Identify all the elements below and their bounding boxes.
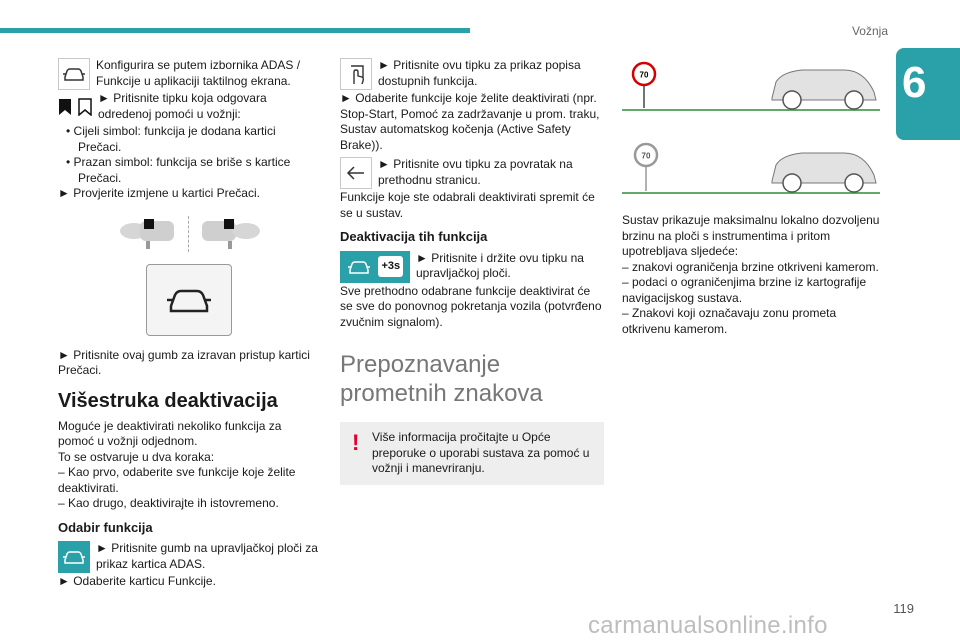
text-check-shortcuts: ► Provjerite izmjene u kartici Prečaci. bbox=[58, 186, 260, 200]
column-2 bbox=[340, 58, 604, 485]
text-hold-key: ► Pritisnite i držite ovu tipku na upravljačkoj ploči. bbox=[416, 250, 584, 280]
text-select-deactivate: ► Odaberite funkcije koje želite deaktivirati (npr. Stop-Start, Pomoć za zadržavanje u prom. traku, Sustav automatskog kočenja (Active Safety Brake)). bbox=[340, 91, 600, 152]
speed-sign-illustration-2 bbox=[622, 139, 880, 195]
text-multi-3: – Kao prvo, odaberite sve funkcije koje želite deaktivirati. bbox=[58, 465, 296, 495]
hold-3s-badge: +3s bbox=[378, 256, 403, 278]
text-zone-signs: – Znakovi koji označavaju zonu prometa otkrivenu kamerom. bbox=[622, 306, 837, 336]
shortcut-car-button[interactable] bbox=[146, 264, 232, 336]
bookmark-row bbox=[58, 91, 320, 123]
top-accent-bar bbox=[0, 28, 470, 33]
heading-select-functions: Odabir funkcija bbox=[58, 519, 153, 535]
watermark: carmanualsonline.info bbox=[588, 612, 828, 639]
hold-row bbox=[340, 251, 604, 283]
column-3 bbox=[622, 58, 884, 337]
text-select-tab: ► Odaberite karticu Funkcije. bbox=[58, 574, 216, 588]
speed-sign-illustration bbox=[622, 58, 880, 112]
bookmark-filled-icon bbox=[58, 98, 72, 116]
chapter-tab bbox=[896, 48, 960, 140]
car-outline-icon bbox=[347, 259, 371, 275]
text-back: ► Pritisnite ovu tipku za povratak na prethodnu stranicu. bbox=[378, 157, 573, 187]
text-direct-access: ► Pritisnite ovaj gumb za izravan pristup kartici Prečaci. bbox=[58, 347, 310, 377]
heading-sign-recognition: Prepoznavanje prometnih znakova bbox=[340, 351, 543, 407]
text-deactivated-until: Sve prethodno odabrane funkcije deaktivirat će se sve do ponovnog pokretanja vozila (potvrđeno zvučnim signalom). bbox=[340, 283, 602, 329]
steering-illustration bbox=[58, 216, 320, 252]
info-note bbox=[340, 422, 604, 485]
back-arrow-icon bbox=[340, 157, 372, 189]
touch-hand-icon bbox=[340, 58, 372, 90]
chapter-number: 6 bbox=[902, 58, 927, 107]
text-multi-2: To se ostvaruje u dva koraka: bbox=[58, 449, 215, 464]
page-number: 119 bbox=[893, 601, 914, 616]
text-system-shows: Sustav prikazuje maksimalnu lokalno dozvoljenu brzinu na ploči s instrumentima i pritom upotrebljava sljedeće: bbox=[622, 213, 880, 258]
text-adas-config: Konfigurira se putem izbornika ADAS / Funkcije u aplikaciji taktilnog ekrana. bbox=[96, 58, 301, 88]
text-list-functions: ► Pritisnite ovu tipku za prikaz popisa dostupnih funkcija. bbox=[378, 58, 581, 88]
hold-button-icons bbox=[340, 251, 410, 283]
adas-panel-row bbox=[58, 541, 320, 573]
section-title: Vožnja bbox=[851, 24, 888, 38]
heading-multi-deactivation: Višestruka deaktivacija bbox=[58, 389, 278, 412]
text-press-key: ► Pritisnite tipku koja odgovara odredenoj pomoći u vožnji: bbox=[98, 91, 267, 121]
text-camera-signs: – znakovi ograničenja brzine otkriveni kamerom. bbox=[622, 259, 879, 274]
divider bbox=[188, 216, 190, 252]
bookmark-empty-icon bbox=[78, 98, 92, 116]
text-multi-4: – Kao drugo, deaktivirajte ih istovremeno. bbox=[58, 496, 279, 510]
car-outline-icon bbox=[165, 286, 213, 314]
car-outline-icon bbox=[58, 58, 90, 90]
text-saved: Funkcije koje ste odabrali deaktivirati spremit će se u sustav. bbox=[340, 190, 595, 220]
adas-config-row bbox=[58, 58, 320, 90]
steering-wheel-icon bbox=[196, 217, 262, 251]
text-press-panel: ► Pritisnite gumb na upravljačkoj ploči za prikaz kartica ADAS. bbox=[96, 541, 318, 571]
column-1 bbox=[58, 58, 320, 590]
bookmark-icons bbox=[58, 91, 92, 123]
steering-wheel-icon bbox=[116, 217, 182, 251]
note-text: Više informacija pročitajte u Opće preporuke o uporabi sustava za pomoć u vožnji i manevriranju. bbox=[372, 430, 590, 475]
speed-sign-value-2: 70 bbox=[641, 151, 651, 160]
heading-deactivation: Deaktivacija tih funkcija bbox=[340, 229, 488, 244]
text-multi-1: Moguće je deaktivirati nekoliko funkcija za pomoć u vožnji odjednom. bbox=[58, 418, 282, 448]
bullet-empty-symbol: • Prazan simbol: funkcija se briše s kartice Prečaci. bbox=[66, 155, 291, 185]
car-outline-icon bbox=[58, 541, 90, 573]
warning-icon: ! bbox=[352, 430, 360, 455]
bullet-full-symbol: • Cijeli simbol: funkcija je dodana kartici Prečaci. bbox=[66, 124, 276, 154]
list-functions-row bbox=[340, 58, 604, 90]
back-row bbox=[340, 157, 604, 189]
text-nav-data: – podaci o ograničenjima brzine iz kartografije navigacijskog sustava. bbox=[622, 275, 867, 305]
speed-sign-value: 70 bbox=[639, 70, 649, 80]
